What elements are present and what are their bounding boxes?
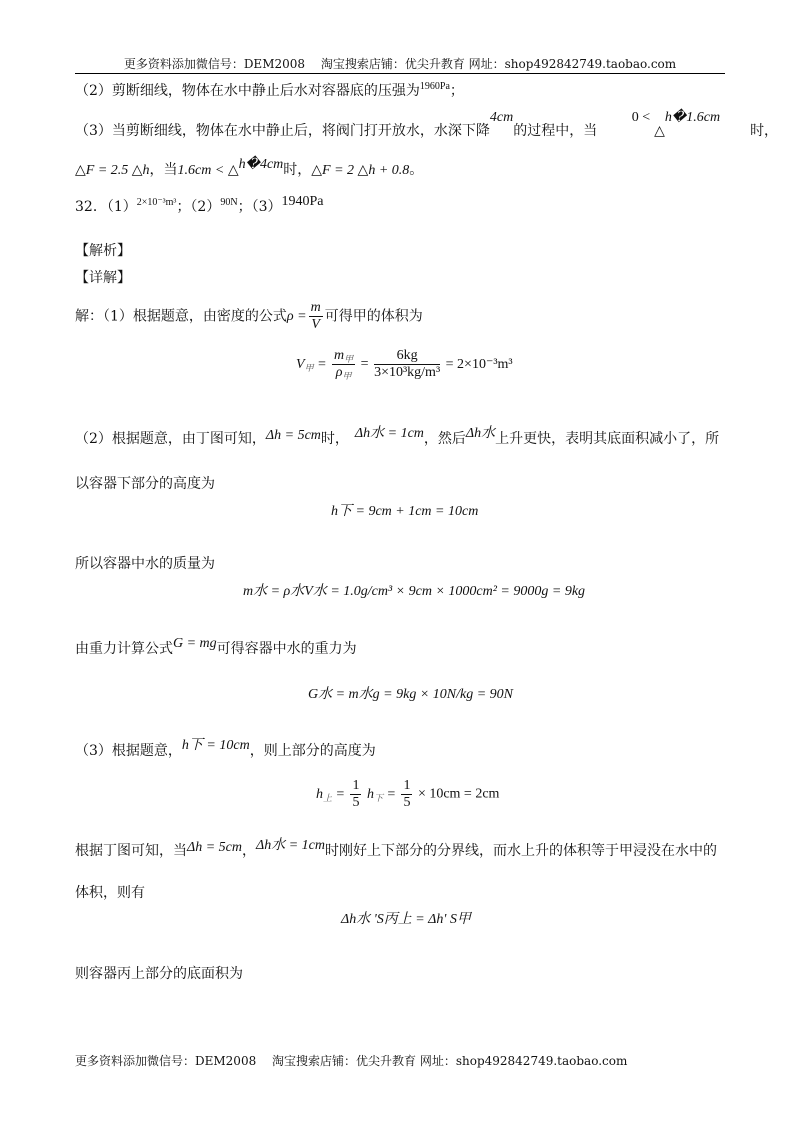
separator: ；（2）: [176, 199, 221, 215]
lower-height: h下 = 10cm: [181, 738, 250, 753]
paragraph-5: [75, 740, 376, 760]
paragraph-4: [75, 638, 357, 658]
punct: ；: [449, 83, 464, 99]
paragraph-2-cont: 以容器下部分的高度为: [75, 476, 215, 492]
force-formula-line: [75, 159, 423, 179]
formula-b: △F = 2 △h + 0.8: [311, 163, 410, 178]
formula-a: △F = 2.5 △h: [75, 163, 150, 178]
equation-water-mass: m水 = ρ水V水 = 1.0g/cm³ × 9cm × 1000cm² = 9000g = 9kg: [243, 584, 586, 599]
header-rule: [75, 73, 725, 74]
paragraph-7: 则容器丙上部分的底面积为: [75, 966, 243, 982]
line-text: （2）剪断细线，物体在水中静止后水对容器底的压强为: [75, 83, 420, 99]
delta-h-water: Δh水 = 1cm: [256, 838, 325, 853]
separator: ；（3）: [237, 199, 282, 215]
paragraph-6: [75, 840, 717, 860]
line-text: 根据丁图可知，当: [75, 843, 187, 859]
analysis-heading: 【解析】: [75, 243, 131, 259]
equation-volume-balance: Δh水 'S丙上 = Δh' S甲: [341, 912, 471, 927]
line-text: 的过程中，当: [513, 123, 598, 139]
line-text: 由重力计算公式: [75, 641, 173, 657]
condition-upper: h�1.6cm: [664, 110, 721, 125]
line-text: ，当: [149, 162, 178, 178]
delta-h: Δh = 5cm: [187, 840, 242, 855]
line-text: 解：（1）根据题意，由密度的公式: [75, 308, 287, 325]
gravity-formula: G = mg: [173, 636, 217, 651]
answer-line-2: [75, 80, 464, 100]
line-text: （3）当剪断细线，物体在水中静止后，将阀门打开放水，水深下降: [75, 123, 490, 139]
equation-upper-height: $h_上$ = $\frac{1}{5}$ $h_下$ = $\frac{1}{5}$ × 10cm = 2cm: [316, 778, 500, 810]
mass-value: 6kg: [374, 348, 440, 365]
answer-2: 90N: [220, 197, 238, 208]
line-text: 上升更快，表明其底面积减小了，所: [495, 431, 720, 447]
delta-h-water: Δh水: [465, 426, 496, 441]
question-number: 32．（1）: [75, 199, 137, 215]
line-text: 时，: [320, 431, 349, 447]
paragraph-3: 所以容器中水的质量为: [75, 556, 215, 572]
condition-delta: △: [654, 124, 665, 139]
line-text: （2）根据题意，由丁图可知，: [75, 431, 266, 447]
line-text: ，则上部分的高度为: [249, 743, 376, 759]
line-text: （3）根据题意，: [75, 743, 182, 759]
page-footer: 更多资料添加微信号：DEM2008 淘宝搜索店铺：优尖升教育 网址：shop492842749.taobao.com: [75, 1054, 628, 1068]
paragraph-6-cont: 体积，则有: [75, 885, 145, 901]
pressure-value: 1960Pa: [419, 81, 450, 92]
paragraph-2: [75, 428, 719, 448]
answer-line-3: [75, 110, 779, 140]
formula-cond: 1.6cm < △: [177, 163, 239, 178]
page-header: 更多资料添加微信号：DEM2008 淘宝搜索店铺：优尖升教育 网址：shop492842749.taobao.com: [123, 57, 677, 71]
upper-height-result: × 10cm = 2cm: [417, 786, 500, 802]
equation-volume: $V_甲$ = $\frac{m_甲}{\rho_甲}$ = $\frac{6kg}{\text{3×10³kg/m³}}$ = 2×10⁻³m³: [296, 348, 513, 381]
answer-3: 1940Pa: [281, 194, 324, 209]
volume-result: = 2×10⁻³m³: [445, 357, 513, 372]
line-text: 时，: [750, 123, 779, 139]
depth-drop: 4cm: [489, 110, 514, 125]
line-text: ，然后: [423, 431, 466, 447]
equation-lower-height: h下 = 9cm + 1cm = 10cm: [331, 504, 479, 519]
paragraph-1: 解：（1）根据题意，由密度的公式ρ = $\frac{m}{V}$ 可得甲的体积为: [75, 300, 423, 332]
delta-h: Δh = 5cm: [265, 428, 321, 443]
punct: 。: [409, 162, 424, 178]
condition-lower: 0 <: [631, 110, 651, 125]
line-text: 可得甲的体积为: [324, 308, 423, 325]
line-text: 时，: [283, 162, 312, 178]
separator: ，: [242, 843, 256, 859]
answer-1: 2×10⁻³m³: [136, 197, 177, 208]
density-value: 3×10³kg/m³: [374, 365, 441, 380]
line-text: 可得容器中水的重力为: [216, 641, 357, 657]
delta-h-water: Δh水 = 1cm: [354, 426, 424, 441]
equation-water-weight: G水 = m水g = 9kg × 10N/kg = 90N: [308, 687, 514, 702]
detail-heading: 【详解】: [75, 270, 131, 286]
answer-32: [75, 196, 324, 216]
formula-cond-upper: h�4cm: [238, 157, 284, 172]
line-text: 时刚好上下部分的分界线，而水上升的体积等于甲浸没在水中的: [325, 843, 717, 859]
